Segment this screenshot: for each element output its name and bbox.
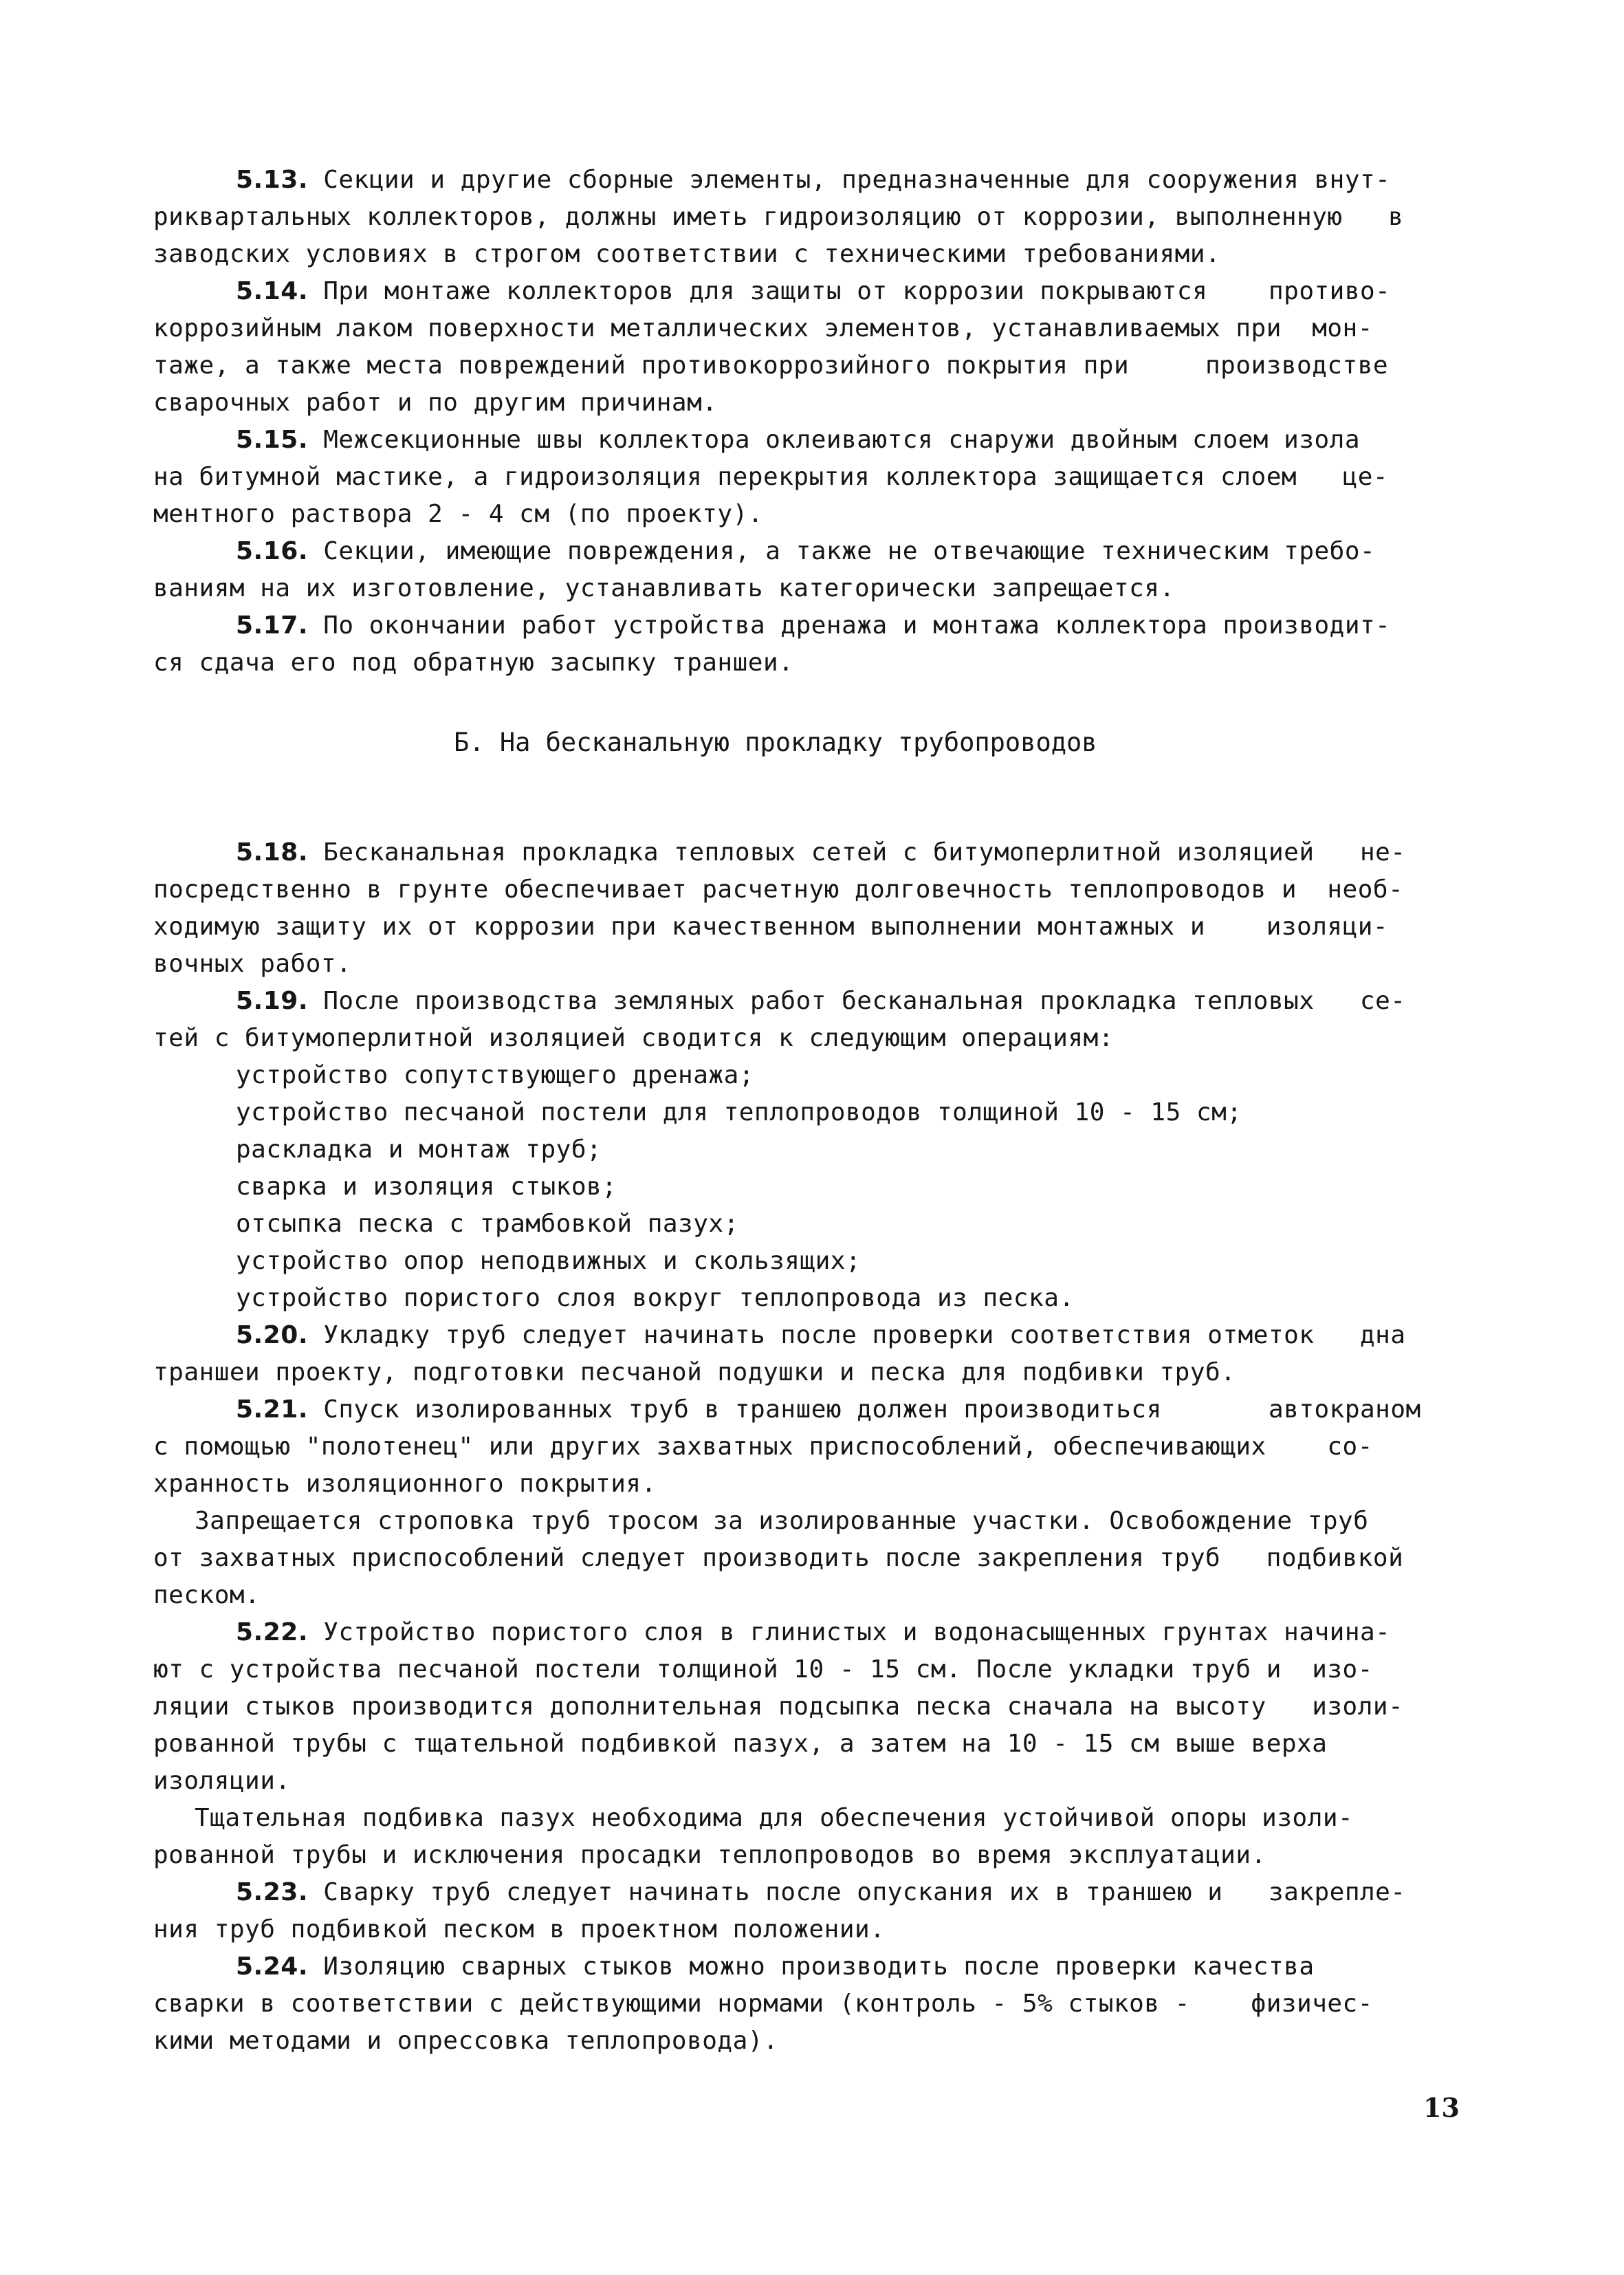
paragraph-5-22-line-1 <box>236 1620 1390 1645</box>
paragraph-5-22-line-5: изоляции. <box>153 1767 291 1795</box>
paragraph-5-14-line-2: коррозийным лаком поверхности металлических элементов, устанавливаемых при мон- <box>153 314 1373 342</box>
list-item: устройство пористого слоя вокруг теплопровода из песка. <box>236 1284 1075 1312</box>
paragraph-5-20-line-1 <box>236 1323 1406 1348</box>
paragraph-5-21-extra-line-3: песком. <box>153 1581 261 1609</box>
list-item: сварка и изоляция стыков; <box>236 1173 617 1201</box>
paragraph-5-22-line-3: ляции стыков производится дополнительная подсыпка песка сначала на высоту изоли- <box>153 1692 1404 1721</box>
paragraph-5-17-line-2: ся сдача его под обратную засыпку траншеи. <box>153 649 794 677</box>
paragraph-5-16-line-2: ваниям на их изготовление, устанавливать категорически запрещается. <box>153 574 1175 602</box>
section-heading: Б. На бесканальную прокладку трубопроводов <box>454 728 1097 757</box>
paragraph-5-13-line-3: заводских условиях в строгом соответствии с техническими требованиями. <box>153 240 1221 268</box>
paragraph-text: Бесканальная прокладка тепловых сетей с битумоперлитной изоляцией не- <box>323 838 1406 867</box>
paragraph-5-24-line-3: кими методами и опрессовка теплопровода). <box>153 2027 779 2055</box>
paragraph-text: При монтаже коллекторов для защиты от коррозии покрываются противо- <box>323 277 1391 305</box>
paragraph-text: Изоляцию сварных стыков можно производить после проверки качества <box>323 1952 1315 1981</box>
paragraph-5-14-line-3: таже, а также места повреждений противокоррозийного покрытия при производстве <box>153 351 1389 380</box>
paragraph-5-15-line-3: ментного раствора 2 - 4 см (по проекту). <box>153 500 763 528</box>
paragraph-5-13-line-2: риквартальных коллекторов, должны иметь гидроизоляцию от коррозии, выполненную в <box>153 203 1404 231</box>
paragraph-5-23-line-2: ния труб подбивкой песком в проектном положении. <box>153 1915 886 1944</box>
paragraph-number: 5.16. <box>236 537 308 565</box>
paragraph-5-19-line-1 <box>236 989 1406 1014</box>
list-item: устройство сопутствующего дренажа; <box>236 1061 754 1089</box>
paragraph-number: 5.23. <box>236 1878 308 1906</box>
paragraph-number: 5.18. <box>236 838 308 867</box>
paragraph-number: 5.14. <box>236 277 308 305</box>
paragraph-5-24-line-1 <box>236 1952 1315 1981</box>
list-item: отсыпка песка с трамбовкой пазух; <box>236 1210 739 1238</box>
paragraph-text: Спуск изолированных труб в траншею должен производиться автокраном <box>323 1395 1421 1424</box>
list-item: раскладка и монтаж труб; <box>236 1135 602 1164</box>
paragraph-5-22-extra-line-2: рованной трубы и исключения просадки теплопроводов во время эксплуатации. <box>153 1841 1266 1869</box>
paragraph-5-14-line-4: сварочных работ и по другим причинам. <box>153 389 718 417</box>
paragraph-5-21-line-3: хранность изоляционного покрытия. <box>153 1470 657 1498</box>
paragraph-5-13-line-1 <box>236 168 1390 193</box>
paragraph-5-21-line-1 <box>236 1397 1421 1422</box>
paragraph-5-15-line-2: на битумной мастике, а гидроизоляция перекрытия коллектора защищается слоем це- <box>153 463 1389 491</box>
paragraph-number: 5.13. <box>236 166 308 194</box>
paragraph-text: По окончании работ устройства дренажа и монтажа коллектора производит- <box>323 611 1391 640</box>
paragraph-5-22-line-2: ют с устройства песчаной постели толщиной 10 - 15 см. После укладки труб и изо- <box>153 1655 1373 1684</box>
paragraph-5-19-line-2: тей с битумоперлитной изоляцией сводится к следующим операциям: <box>153 1024 1114 1052</box>
paragraph-5-22-extra-line-1: Тщательная подбивка пазух необходима для обеспечения устойчивой опоры изоли- <box>195 1804 1354 1832</box>
paragraph-5-24-line-2: сварки в соответствии с действующими нормами (контроль - 5% стыков - физичес- <box>153 1990 1373 2018</box>
paragraph-5-16-line-1 <box>236 539 1375 564</box>
paragraph-5-21-extra-line-2: от захватных приспособлений следует производить после закрепления труб подбивкой <box>153 1544 1404 1572</box>
paragraph-5-21-extra-line-1: Запрещается строповка труб тросом за изолированные участки. Освобождение труб <box>195 1507 1369 1535</box>
paragraph-text: Секции и другие сборные элементы, предназначенные для сооружения внут- <box>323 166 1391 194</box>
paragraph-text: Сварку труб следует начинать после опускания их в траншею и закрепле- <box>323 1878 1406 1906</box>
paragraph-5-22-line-4: рованной трубы с тщательной подбивкой пазух, а затем на 10 - 15 см выше верха <box>153 1730 1328 1758</box>
list-item: устройство песчаной постели для теплопроводов толщиной 10 - 15 см; <box>236 1098 1242 1126</box>
paragraph-5-21-line-2: с помощью "полотенец" или других захватных приспособлений, обеспечивающих со- <box>153 1433 1373 1461</box>
paragraph-number: 5.15. <box>236 426 308 454</box>
paragraph-text: Укладку труб следует начинать после проверки соответствия отметок дна <box>323 1321 1406 1349</box>
paragraph-5-15-line-1 <box>236 428 1360 453</box>
paragraph-5-23-line-1 <box>236 1880 1406 1905</box>
paragraph-text: После производства земляных работ бесканальная прокладка тепловых се- <box>323 987 1406 1015</box>
paragraph-5-18-line-4: вочных работ. <box>153 950 352 978</box>
paragraph-5-17-line-1 <box>236 613 1390 638</box>
paragraph-number: 5.21. <box>236 1395 308 1424</box>
paragraph-number: 5.17. <box>236 611 308 640</box>
paragraph-5-18-line-1 <box>236 840 1406 865</box>
paragraph-text: Секции, имеющие повреждения, а также не отвечающие техническим требо- <box>323 537 1376 565</box>
paragraph-number: 5.20. <box>236 1321 308 1349</box>
paragraph-number: 5.19. <box>236 987 308 1015</box>
paragraph-number: 5.24. <box>236 1952 308 1981</box>
paragraph-text: Устройство пористого слоя в глинистых и водонасыщенных грунтах начина- <box>323 1618 1391 1646</box>
list-item: устройство опор неподвижных и скользящих; <box>236 1247 862 1275</box>
paragraph-5-18-line-2: посредственно в грунте обеспечивает расчетную долговечность теплопроводов и необ- <box>153 875 1404 904</box>
paragraph-number: 5.22. <box>236 1618 308 1646</box>
paragraph-text: Межсекционные швы коллектора оклеиваются снаружи двойным слоем изола <box>323 426 1361 454</box>
paragraph-5-18-line-3: ходимую защиту их от коррозии при качественном выполнении монтажных и изоляци- <box>153 913 1389 941</box>
paragraph-5-20-line-2: траншеи проекту, подготовки песчаной подушки и песка для подбивки труб. <box>153 1358 1236 1386</box>
paragraph-5-14-line-1 <box>236 279 1390 304</box>
page-number: 13 <box>1423 2092 1460 2123</box>
